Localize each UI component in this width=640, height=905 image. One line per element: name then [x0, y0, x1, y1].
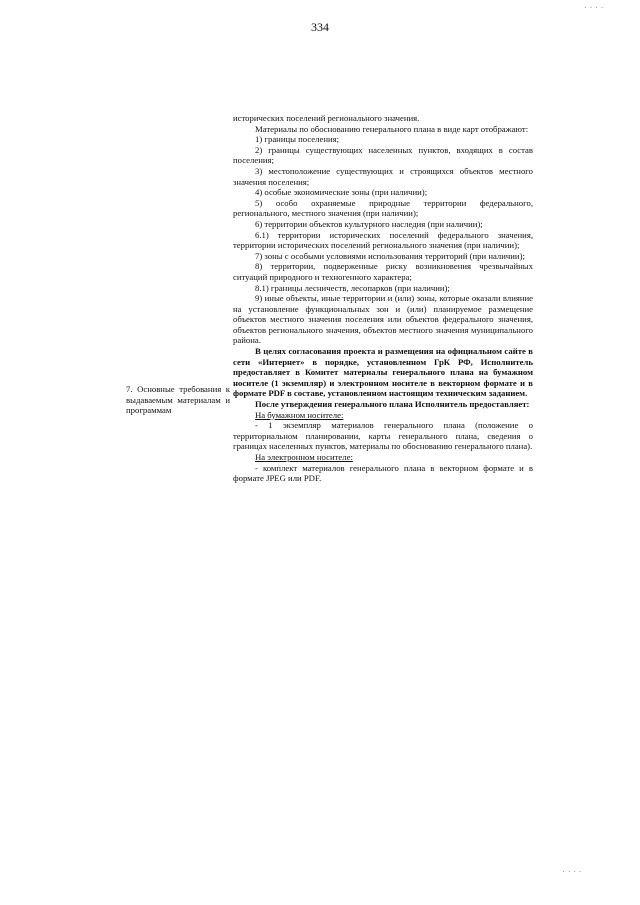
list-item: - 1 экземпляр материалов генерального плана (положение о территориальном планировании, карты генерального плана, сведения о границах населенных пунктов, материалы по обоснованию генерального плана).: [233, 420, 533, 452]
list-item: 1) границы поселения;: [255, 134, 340, 145]
list-item: 5) особо охраняемые природные территории федерального, регионального, местного значения (при наличии);: [233, 197, 533, 219]
paragraph: В целях согласования проекта и размещения на официальном сайте в сети «Интернет» в порядке, установленном ГрК РФ, Исполнитель предоставляет в Комитет материалы генерального плана на бумажном носителе (1 экземпляр) и электронном носителе в векторном формате и в формате PDF в составе, установленном настоящим техническим заданием.: [233, 346, 533, 399]
paragraph: исторических поселений регионального значения.: [233, 113, 420, 123]
subheading: На бумажном носителе:: [255, 409, 344, 420]
section-content: [233, 113, 533, 484]
section-label: 7. Основные требования к выдаваемым материалам и программам: [126, 384, 230, 416]
paragraph: После утверждения генерального плана Исполнитель предоставляет:: [255, 399, 530, 410]
list-item: - комплект материалов генерального плана в векторном формате и в формате JPEG или PDF.: [233, 462, 533, 484]
subheading: На электронном носителе:: [255, 452, 353, 462]
paragraph: Материалы по обоснованию генерального плана в виде карт отображают:: [255, 123, 529, 134]
list-item: 6.1) территории исторических поселений федерального значения, территории исторических поселений регионального значения (при наличии);: [233, 229, 533, 251]
list-item: 3) местоположение существующих и строящихся объектов местного значения поселения;: [233, 165, 533, 187]
page-number: 334: [311, 20, 329, 34]
list-item: 9) иные объекты, иные территории и (или) зоны, которые оказали влияние на установление функциональных зон и (или) планируемое размещение объектов местного значения поселения или объектов федерального значения, объектов регионального значения, объектов местного значения муниципального района.: [233, 293, 533, 346]
corner-mark-bottom: . . . .: [562, 866, 582, 874]
list-item: 4) особые экономические зоны (при наличии);: [255, 187, 428, 198]
list-item: 8) территории, подверженные риску возникновения чрезвычайных ситуаций природного и техногенного характера;: [233, 261, 533, 282]
list-item: 2) границы существующих населенных пунктов, входящих в состав поселения;: [233, 144, 533, 166]
list-item: 8.1) границы лесничеств, лесопарков (при наличии);: [255, 282, 450, 293]
list-item: 7) зоны с особыми условиями использования территорий (при наличии);: [255, 250, 525, 261]
list-item: 6) территории объектов культурного наследия (при наличии);: [255, 218, 483, 229]
corner-mark-top: . . . .: [584, 2, 604, 10]
